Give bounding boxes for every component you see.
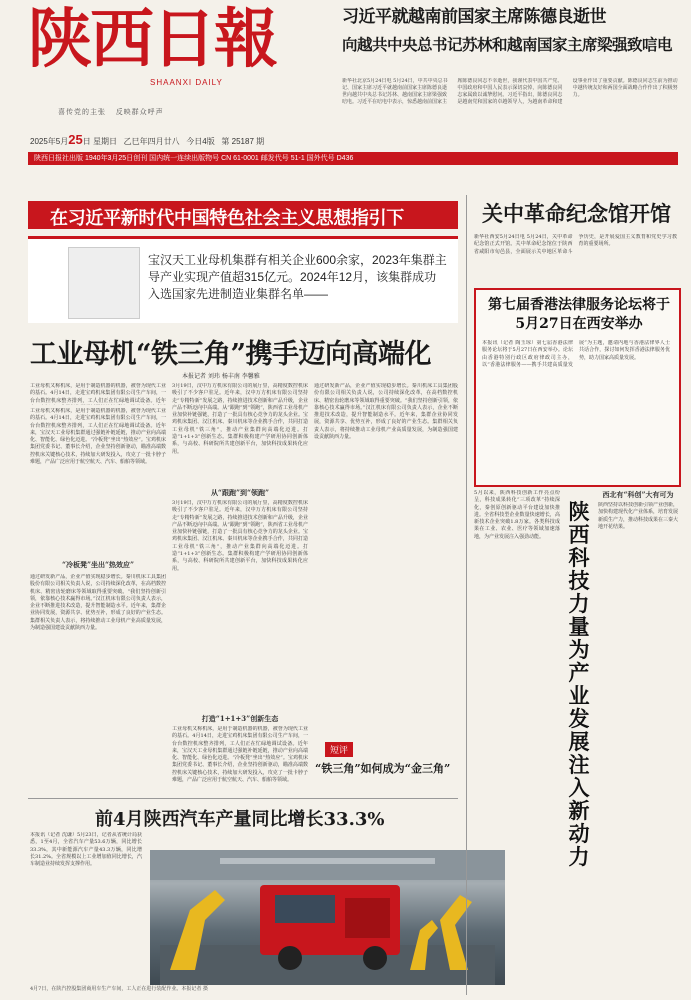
main-col3: 通过研发新产品，企业产值实现稳步增长。秦川机床工具集团股份有限公司相关负责人说，公司持续深化改革，在高档数控机床、精密齿轮磨床等领域取得重要突破。“我们坚持创新引领，依靠核心技术赢得市场。”汉江机床有限公司负责人表示，企业不断推进技术改造，提升智能制造水平。近年来，集群企业协同发展，资源共享、优势互补，形成了良好的产业生态。集群相关负责人表示，将持续推动工业母机产业高质量发展，为制造强国建设贡献陕西力量。 — [314, 383, 458, 441]
top-headline-line2: 向越共中央总书记苏林和越南国家主席梁强致唁电 — [342, 35, 673, 54]
theme-banner-text: 在习近平新时代中国特色社会主义思想指引下 — [50, 208, 404, 229]
hk-forum-title: 第七届香港法律服务论坛将于5月27日在西安举办 — [488, 297, 670, 332]
info-bar-text: 陕西日报社出版 1940年3月25日创刊 国内统一连续出版物号 CN 61-0001 邮发代号 51-1 国外代号 D436 — [34, 155, 354, 162]
main-sub2: 从“跟跑”到“领跑” — [210, 488, 270, 497]
photo-caption: 4月7日，在陕汽控股集团商用车生产车间，工人正在进行装配作业。本报记者 摄 — [30, 986, 208, 992]
main-col2b: 3月19日，汉中万方机床有限公司的展厅里，高精度数控机床吸引了不少客户驻足。近年来，汉中万方机床有限公司坚持走“专精特新”发展之路，持续推进技术创新和产品升级，企业产品不断迈向中高端。从“跟跑”到“领跑”，陕西省工业母机产业加快补链强链，打造了一批具有核心竞争力的龙头企业。宝鸡机床集团、汉江机床、秦川机床等企业携手合作，共同打造工业母机“铁三角”，推动产业集群向高端化迈进。打造“1+1+3”创新生态。集群积极构建产学研用协同创新体系，与高校、科研院所共建创新平台，加快科技成果转化应用。 — [172, 500, 308, 572]
column-divider — [466, 195, 467, 995]
hk-forum-body: 本报讯（记者 陶玉琼）第七届香港法律服务论坛将于5月27日在西安举办。论坛由香港特别行政区政府律政司主办，以“香港法律服务——携手共建高质量发展”为主题，邀请内地与香港法律界人士共话合作，探讨如何发挥香港法律服务优势，助力国家高质量发展。 — [482, 340, 670, 368]
section-divider — [28, 798, 458, 799]
dateline — [30, 132, 264, 147]
top-headline-line1: 习近平就越南前国家主席陈德良逝世 — [342, 7, 606, 27]
issue-pages: 今日4版 — [186, 137, 215, 146]
issue-serial: 第 25187 期 — [221, 137, 265, 146]
date-lunar: 乙巳年四月廿八 — [123, 137, 180, 146]
main-col1-lead: 工业母机又称机床，是用于制造机器的机器，被誉为现代工业的基石。4月14日，走进宝鸡机床集团有限公司生产车间，一台台数控机床整齐排列，工人们正在忙碌地调试设备。近年 — [30, 383, 166, 404]
slogan-right: 反映群众呼声 — [115, 108, 164, 116]
tech-body-right: 陕西坚持以科技创新引领产业创新，加快构建现代化产业体系，培育发展新质生产力，推动科技成果在三秦大地开花结果。 — [598, 502, 678, 530]
memorial-headline: 关中革命纪念馆开馆 — [482, 201, 671, 226]
main-col1: 工业母机又称机床，是用于制造机器的机器，被誉为现代工业的基石。4月14日，走进宝鸡机床集团有限公司生产车间，一台台数控机床整齐排列，工人们正在忙碌地调试设备。近年来，宝汉天工业母机集群通过强链补链延链，推动产业向高端化、智能化、绿色化迈进。“冷板凳”坐出“热效应”。宝鸡机床集团党委书记、董事长介绍，企业坚持创新驱动，瞄准高端数控机床关键核心技术，持续加大研发投入，攻克了一批卡脖子难题，产品广泛应用于航空航天、汽车、船舶等领域。 — [30, 408, 166, 466]
top-headline-body: 新华社北京5月24日电 5月24日，中共中央总书记、国家主席习近平就越南前国家主席陈德良逝世向越共中央总书记苏林、越南国家主席梁强致唁电。习近平在唁电中表示，惊悉越南前国家主席陈德良同志不幸逝世，我谨代表中国共产党、中国政府和中国人民表示深切哀悼，向陈德良同志家属致以诚挚慰问。习近平指出，陈德良同志是越南党和国家的卓越领导人，为越南革命和建设事业作出了重要贡献。陈德良同志生前为推动中越传统友好和两国全面战略合作作出了积极努力。 — [342, 78, 678, 105]
main-sub3: 打造“1+1+3”创新生态 — [201, 714, 279, 723]
masthead-slogan — [58, 107, 164, 117]
slogan-left: 喜传党的主张 — [58, 108, 106, 116]
main-byline: 本报记者 刘玮 杨丰南 李馨雅 — [182, 373, 260, 380]
short-comment-headline: “铁三角”如何成为“金三角” — [315, 762, 451, 775]
tech-sub: 西北有“科创”大有可为 — [602, 490, 674, 499]
auto-headline: 前4月陕西汽车产量同比增长33.3% — [95, 809, 385, 830]
masthead-title: 陕西日報 — [28, 2, 276, 77]
tech-vertical-title: 陕西科技力量为产业发展注入新动力 — [568, 499, 590, 869]
factory-photo-illustration — [150, 850, 505, 985]
date-year-month: 2025年5月 — [30, 137, 69, 146]
summary-text: 宝汉天工业母机集群有相关企业600余家，2023年集群主导产业实现产值超315亿元。2024年12月，该集群成功入选国家先进制造业集群名单—— — [148, 253, 447, 301]
main-headline: 工业母机“铁三角”携手迈向高端化 — [30, 339, 432, 370]
masthead-english: SHAANXI DAILY — [150, 78, 223, 87]
main-col2c: 工业母机又称机床，是用于制造机器的机器，被誉为现代工业的基石。4月14日，走进宝鸡机床集团有限公司生产车间，一台台数控机床整齐排列，工人们正在忙碌地调试设备。近年来，宝汉天工业母机集群通过强链补链延链，推动产业向高端化、智能化、绿色化迈进。“冷板凳”坐出“热效应”。宝鸡机床集团党委书记、董事长介绍，企业坚持创新驱动，瞄准高端数控机床关键核心技术，持续加大研发投入，攻克了一批卡脖子难题，产品广泛应用于航空航天、汽车、船舶等领域。 — [172, 726, 308, 784]
decorative-emblem — [68, 247, 140, 319]
factory-photo — [150, 850, 505, 985]
date-weekday: 日 星期日 — [82, 137, 117, 146]
main-col1b: 通过研发新产品，企业产值实现稳步增长。秦川机床工具集团股份有限公司相关负责人说，公司持续深化改革，在高档数控机床、精密齿轮磨床等领域取得重要突破。“我们坚持创新引领，依靠核心技术赢得市场。”汉江机床有限公司负责人表示，企业不断推进技术改造，提升智能制造水平。近年来，集群企业协同发展，资源共享、优势互补，形成了良好的产业生态。集群相关负责人表示，将持续推动工业母机产业高质量发展，为制造强国建设贡献陕西力量。 — [30, 574, 166, 632]
short-comment-label: 短评 — [325, 742, 353, 757]
auto-body: 本报讯（记者 沈谦）5月23日，记者从省统计局获悉，1至4月，全省汽车产量53.6万辆，同比增长33.3%，其中新能源汽车产量43.3万辆，同比增长31.2%。全省规模以上工业增加值同比增长，汽车制造业持续发挥支撑作用。 — [30, 832, 142, 868]
main-sub1: “冷板凳”坐出“热效应” — [61, 560, 135, 569]
memorial-body: 新华社西安5月24日电 5月24日，关中革命纪念馆正式开馆。关中革命纪念馆位于陕西省咸阳市旬邑县，全面展示关中地区革命斗争历史，是开展爱国主义教育和党史学习教育的重要场所。 — [474, 234, 677, 255]
date-day: 25 — [68, 132, 83, 147]
tech-body-left: 5月以来，陕西科技创新工作亮点纷呈，科技成果转化“三项改革”持续深化，秦创原创新驱动平台建设加快推进。全省科技型企业数量快速增长，高新技术企业突破1.8万家。各类科技成果在工业、农业、医疗等领域加速落地，为产业发展注入强劲动能。 — [474, 490, 560, 540]
main-col2: 3月19日，汉中万方机床有限公司的展厅里，高精度数控机床吸引了不少客户驻足。近年来，汉中万方机床有限公司坚持走“专精特新”发展之路，持续推进技术创新和产品升级，企业产品不断迈向中高端。从“跟跑”到“领跑”，陕西省工业母机产业加快补链强链，打造了一批具有核心竞争力的龙头企业。宝鸡机床集团、汉江机床、秦川机床等企业携手合作，共同打造工业母机“铁三角”，推动产业集群向高端化迈进。打造“1+1+3”创新生态。集群积极构建产学研用协同创新体系，与高校、科研院所共建创新平台，加快科技成果转化应用。 — [172, 383, 308, 455]
